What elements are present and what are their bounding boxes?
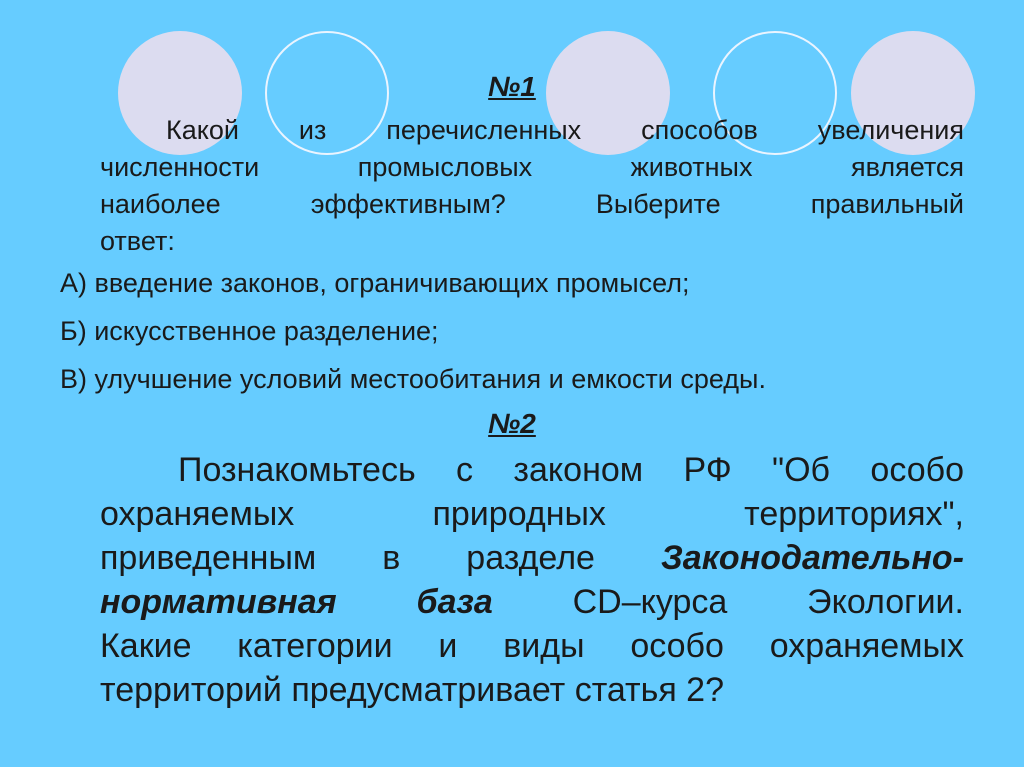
- question-1-line: численности промысловых животных является: [100, 152, 964, 182]
- question-1-line: ответ:: [100, 226, 175, 256]
- answer-option-a: А) введение законов, ограничивающих промысел;: [60, 268, 690, 298]
- question-2-number: №2: [488, 408, 536, 439]
- question-2-line: [100, 536, 964, 580]
- question-2-line: охраняемых природных территориях",: [100, 495, 964, 533]
- question-2-line-text: CD–курса Экологии.: [572, 583, 965, 621]
- question-1-line: наиболее эффективным? Выберите правильный: [100, 189, 964, 219]
- question-1-line: Какой из перечисленных способов увеличения: [166, 115, 964, 145]
- question-2-line: территорий предусматривает статья 2?: [100, 671, 725, 709]
- question-2-line: Какие категории и виды особо охраняемых: [100, 627, 964, 665]
- question-2-line: [100, 580, 964, 624]
- emphasis-text: Законодательно-: [660, 539, 964, 577]
- question-2-line: Познакомьтесь с законом РФ "Об особо: [178, 451, 964, 489]
- question-1-number: №1: [488, 71, 536, 102]
- question-2-text: [100, 448, 964, 712]
- question-1-text: [100, 112, 964, 260]
- emphasis-text: нормативная база: [100, 583, 493, 621]
- answer-option-c: В) улучшение условий местообитания и емкости среды.: [60, 364, 766, 394]
- answer-option-b: Б) искусственное разделение;: [60, 316, 439, 346]
- question-2-line-text: приведенным в разделе: [100, 539, 595, 577]
